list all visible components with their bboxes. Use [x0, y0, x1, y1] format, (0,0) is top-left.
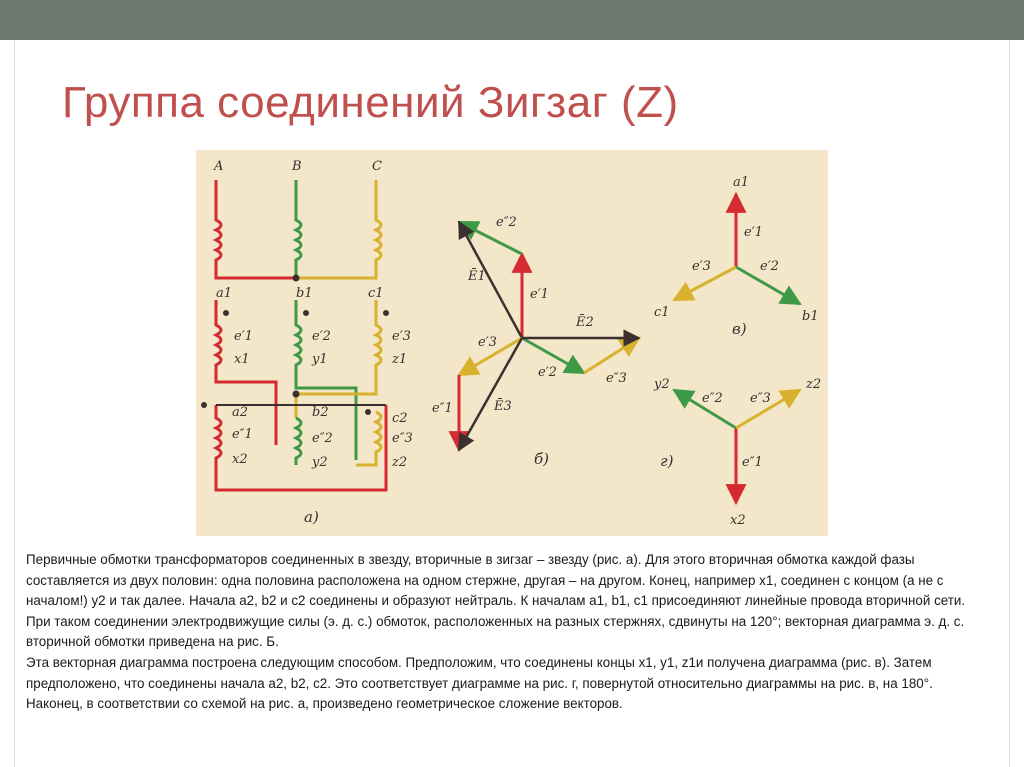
label-e2-prime: e′2: [312, 329, 331, 344]
phase-label-b: B: [292, 159, 302, 174]
label-x2: x2: [232, 452, 248, 467]
paragraph-2: Эта векторная диаграмма построена следующим способом. Предположим, что соединены концы x1, y1, z1и получена диаграмма (рис. в). Затем предположено, что соединены начала a2, b2, c2. Это соответствует диаграмме на рис. г, повернутой относительно диаграммы на рис. в, на 180°. Наконец, в соответствии со схемой на рис. а, произведено геометрическое сложение векторов.: [26, 654, 933, 712]
label-g-e3-double: e″3: [750, 391, 771, 406]
slide-border-right: [1009, 40, 1010, 767]
body-text: [26, 550, 986, 715]
label-c2: c2: [392, 411, 408, 426]
diagram-v: [674, 194, 800, 304]
top-bar: [0, 0, 1024, 40]
label-c1: c1: [368, 286, 384, 301]
label-v-e1-prime: e′1: [744, 225, 763, 240]
label-g-z2: z2: [806, 377, 822, 392]
label-e3-prime: e′3: [392, 329, 411, 344]
label-v-e3-prime: e′3: [692, 259, 711, 274]
vector-e3-double-b: [584, 338, 639, 373]
slide-border-left: [14, 40, 15, 767]
zigzag-connection-figure: [196, 150, 828, 536]
label-v-c1: c1: [654, 305, 670, 320]
label-e1-prime: e′1: [234, 329, 253, 344]
label-e1-double: e″1: [232, 427, 253, 442]
label-y1: y1: [312, 352, 328, 367]
label-e3-double: e″3: [392, 431, 413, 446]
label-b-e3-prime: e′3: [478, 335, 497, 350]
label-x1: x1: [234, 352, 250, 367]
label-b-e2-prime: e′2: [538, 365, 557, 380]
label-a1: a1: [216, 286, 233, 301]
diagram-g: [674, 390, 800, 503]
label-b1: b1: [296, 286, 313, 301]
label-v-e2-prime: e′2: [760, 259, 779, 274]
label-b-e1-prime: e′1: [530, 287, 549, 302]
label-b-E2: Ē2: [576, 315, 594, 330]
slide-title: Группа соединений Зигзаг (Z): [62, 78, 679, 127]
phase-label-a: A: [214, 159, 224, 174]
scheme-a-labels: [213, 159, 413, 526]
label-b-e3-double: e″3: [606, 371, 627, 386]
caption-b: б): [534, 450, 550, 468]
label-g-y2: y2: [654, 377, 670, 392]
label-b2: b2: [312, 405, 329, 420]
label-z2: z2: [392, 455, 408, 470]
label-z1: z1: [392, 352, 408, 367]
secondary-upper-c: [296, 300, 381, 418]
figure-svg: [196, 150, 828, 536]
primary-winding-b: [296, 180, 301, 278]
label-g-x2: x2: [730, 513, 746, 528]
secondary-lower-c: [356, 412, 381, 465]
label-e2-double: e″2: [312, 431, 333, 446]
label-v-a1: a1: [733, 175, 750, 190]
label-y2: y2: [312, 455, 328, 470]
paragraph-1: Первичные обмотки трансформаторов соединенных в звезду, вторичные в зигзаг – звезду (рис. а). Для этого вторичная обмотка каждой фазы составляется из двух половин: одна половина расположена на одном стержне, другая – на другом. Конец, например x1, соединен с концом (а не с началом!) y2 и так далее. Начала a2, b2 и c2 соединены и образуют нейтраль. К началам a1, b1, c1 присоединяют линейные провода вторичной сети. При таком соединении электродвижущие силы (э. д. с.) обмоток, расположенных на разных стержнях, сдвинуты на 120°; векторная диаграмма э. д. с. вторичной обмотки приведена на рис. Б.: [26, 552, 966, 650]
label-b-E1: Ē1: [468, 269, 486, 284]
label-g-e2-double: e″2: [702, 391, 723, 406]
secondary-lower-b: [296, 418, 301, 465]
caption-a: а): [304, 508, 319, 526]
secondary-upper-a: [216, 300, 276, 445]
label-v-b1: b1: [802, 309, 819, 324]
caption-v: в): [732, 320, 747, 338]
label-a2: a2: [232, 405, 249, 420]
primary-winding-c: [296, 180, 381, 278]
label-b-e1-double: e″1: [432, 401, 453, 416]
label-g-e1-double: e″1: [742, 455, 763, 470]
phase-label-c: C: [372, 159, 382, 174]
primary-winding-a: [216, 180, 296, 278]
caption-g: г): [660, 452, 674, 470]
label-b-E3: Ē3: [494, 399, 512, 414]
label-b-e2-double: e″2: [496, 215, 517, 230]
